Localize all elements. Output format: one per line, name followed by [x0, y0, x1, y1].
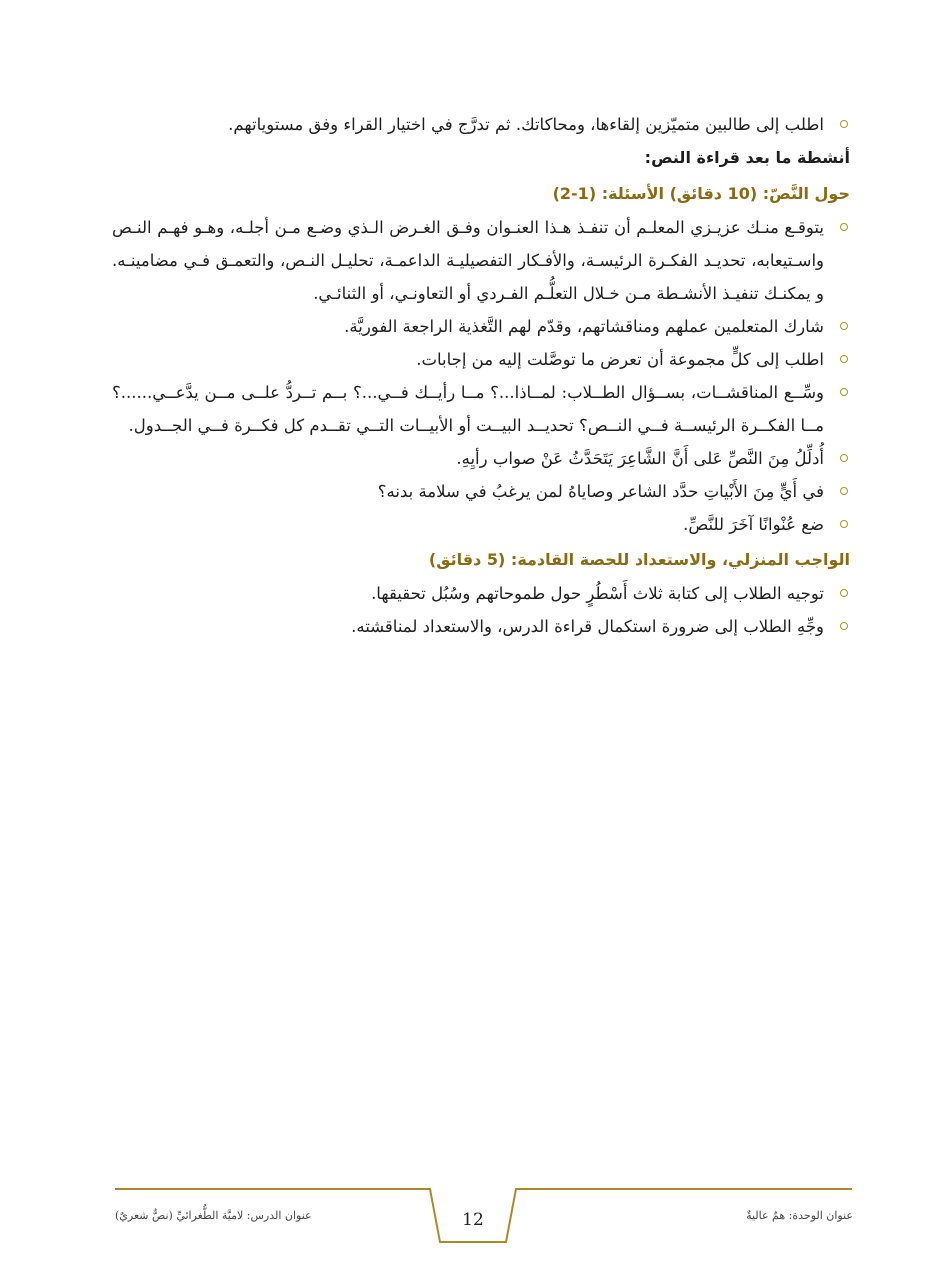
pre-items-list [112, 108, 850, 141]
list-item: توجيه الطلاب إلى كتابة ثلاث أَسْطُرٍ حول طموحاتهم وسُبُل تحقيقها. [112, 577, 850, 610]
list-item: ضع عُنْوانًا آخَرَ للنَّصِّ. [112, 508, 850, 541]
page-number: 12 [462, 1210, 484, 1230]
bullet-circle-icon [840, 589, 848, 597]
unit-title: عنوان الوحدة: همٌ عاليةٌ [746, 1209, 853, 1222]
list-item: شارك المتعلمين عملهم ومناقشاتهم، وقدّم لهم التَّغذية الراجعة الفوريَّة. [112, 310, 850, 343]
bullet-circle-icon [840, 322, 848, 330]
around-items-list [112, 211, 850, 541]
bullet-circle-icon [840, 355, 848, 363]
list-item: يتوقـع منـك عزيـزي المعلـم أن تنفـذ هـذا العنـوان وفـق الغـرض الـذي وضـع مـن أجلـه، وهـو فهـم النـص واسـتيعابه، تحديـد الفكـرة الرئيسـة، والأفـكار التفصيليـة الداعمـة، تحليـل النـص، والتعمـق فـي مضامينـه. و يمكنـك تنفيـذ الأنشـطة مـن خـلال التعلُّـم الفـردي أو التعاونـي، أو الثنائـي. [112, 211, 850, 310]
bullet-circle-icon [840, 454, 848, 462]
list-item: اطلب إلى طالبين متميّزين إلقاءها، ومحاكاتك. ثم تدرَّج في اختيار القراء وفق مستوياتهم. [112, 108, 850, 141]
bullet-circle-icon [840, 520, 848, 528]
homework-heading: الواجب المنزلي، والاستعداد للحصة القادمة: (5 دقائق) [428, 550, 850, 569]
lesson-title: عنوان الدرس: لاميَّة الطُّغرائيِّ (نصٌّ شعريٌ) [115, 1209, 312, 1222]
list-item: اطلب إلى كلٍّ مجموعة أن تعرض ما توصَّلت إليه من إجابات. [112, 343, 850, 376]
list-item: وسِّــع المناقشــات، بســؤال الطــلاب: لمــاذا...؟ مــا رأيــك فــي...؟ بــم تــردُّ علــى مــن يدَّعــي......؟ مــا الفكــرة الرئيســة فــي النــص؟ تحديــد البيــت أو الأبيــات التــي تقــدم كل فكــرة فــي الجــدول. [112, 376, 850, 442]
page-content [112, 108, 850, 643]
bullet-circle-icon [840, 223, 848, 231]
homework-items-list [112, 577, 850, 643]
bullet-circle-icon [840, 388, 848, 396]
post-reading-heading: أنشطة ما بعد قراءة النص: [644, 148, 850, 167]
list-item: في أَيٍّ مِنَ الأَبْياتِ حدَّد الشاعر وصاياهُ لمن يرغبُ في سلامة بدنه؟ [112, 475, 850, 508]
bullet-circle-icon [840, 487, 848, 495]
list-item: أُدلِّلُ مِنَ النَّصِّ عَلى أَنَّ الشَّاعِرَ يَتَحَدَّثُ عَنْ صواب رأيِهِ. [112, 442, 850, 475]
around-text-heading: حول النَّصّ: (10 دقائق) الأسئلة: (1-2) [552, 184, 850, 203]
list-item: وجِّهِ الطلاب إلى ضرورة استكمال قراءة الدرس، والاستعداد لمناقشته. [112, 610, 850, 643]
bullet-circle-icon [840, 120, 848, 128]
bullet-circle-icon [840, 622, 848, 630]
